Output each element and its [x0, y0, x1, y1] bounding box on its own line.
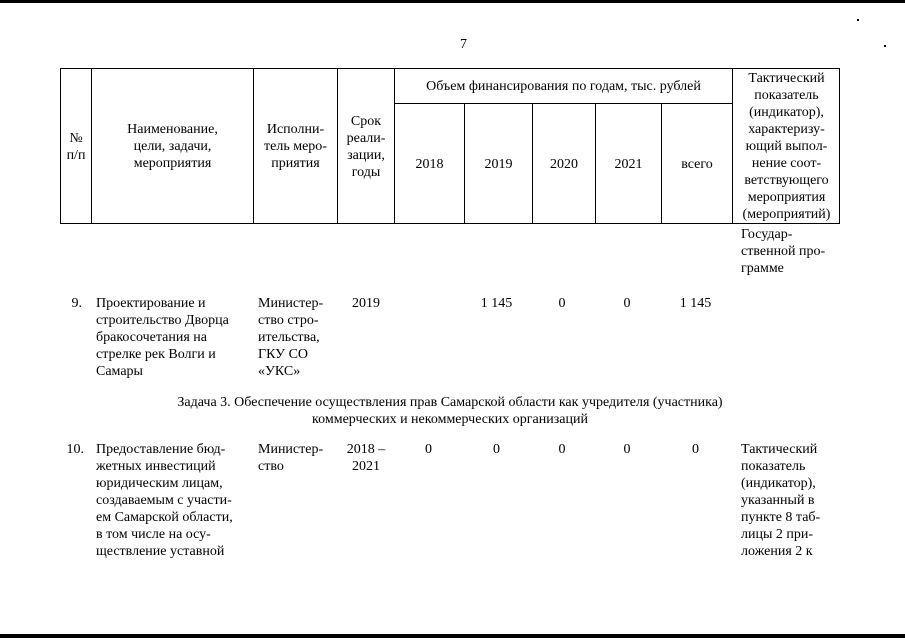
row9-name: Проектирование и строительство Дворца бракосочетания на стрелке рек Волги и Самары: [96, 296, 229, 379]
row10-term: 2018 – 2021: [346, 442, 386, 474]
row10-total: 0: [692, 442, 699, 457]
header-year-2021: 2021: [614, 156, 643, 172]
row9-num: 9.: [71, 296, 82, 311]
scan-speck: [857, 19, 859, 21]
header-total: всего: [681, 156, 713, 172]
table-header: [60, 68, 840, 224]
bottom-border: [0, 634, 905, 638]
row10-2019: 0: [493, 442, 500, 457]
row9-term: 2019: [352, 296, 380, 311]
header-year-2020: 2020: [550, 156, 578, 172]
row9-2021: 0: [623, 296, 631, 311]
row10-name: Предоставление бюд- жетных инвестиций юридическим лицам, создаваемым с участи- ем Самарской области, в том числе на осу- ществление уставной: [96, 442, 233, 559]
row10-indicator: Тактический показатель (индикатор), указанный в пункте 8 таб- лицы 2 при- ложения 2 к: [741, 442, 821, 559]
header-executor: Исполни- тель меро- приятия: [264, 122, 327, 171]
header-indicator: Тактический показатель (индикатор), характеризу- ющий выпол- нение соот- ветствующего мероприятия (мероприятий): [742, 71, 831, 222]
row9-2019: 1 145: [480, 296, 513, 311]
header-term: Срок реали- зации, годы: [346, 113, 386, 180]
row9-2020: 0: [558, 296, 566, 311]
row10-executor: Министер- ство: [258, 442, 324, 474]
scan-speck: [884, 45, 886, 47]
indicator-continuation: Государ- ственной про- грамме: [741, 227, 826, 276]
row10-num: 10.: [66, 442, 84, 457]
header-year-2019: 2019: [484, 156, 513, 172]
task3-heading: Задача 3. Обеспечение осуществления прав Самарской области как учредителя (участника) коммерческих и некоммерческих организаций: [177, 395, 723, 427]
header-funding-group: Объем финансирования по годам, тыс. рублей: [426, 78, 701, 94]
row9-total: 1 145: [679, 296, 712, 311]
header-num: № п/п: [66, 130, 86, 163]
row10-2018: 0: [425, 442, 432, 457]
top-border: [0, 0, 905, 3]
row10-2021: 0: [623, 442, 631, 457]
row10-2020: 0: [558, 442, 566, 457]
row9-executor: Министер- ство стро- ительства, ГКУ СО «УКС»: [258, 296, 324, 379]
header-name: Наименование, цели, задачи, мероприятия: [127, 122, 218, 171]
header-year-2018: 2018: [415, 156, 444, 172]
page-number: 7: [460, 37, 467, 52]
